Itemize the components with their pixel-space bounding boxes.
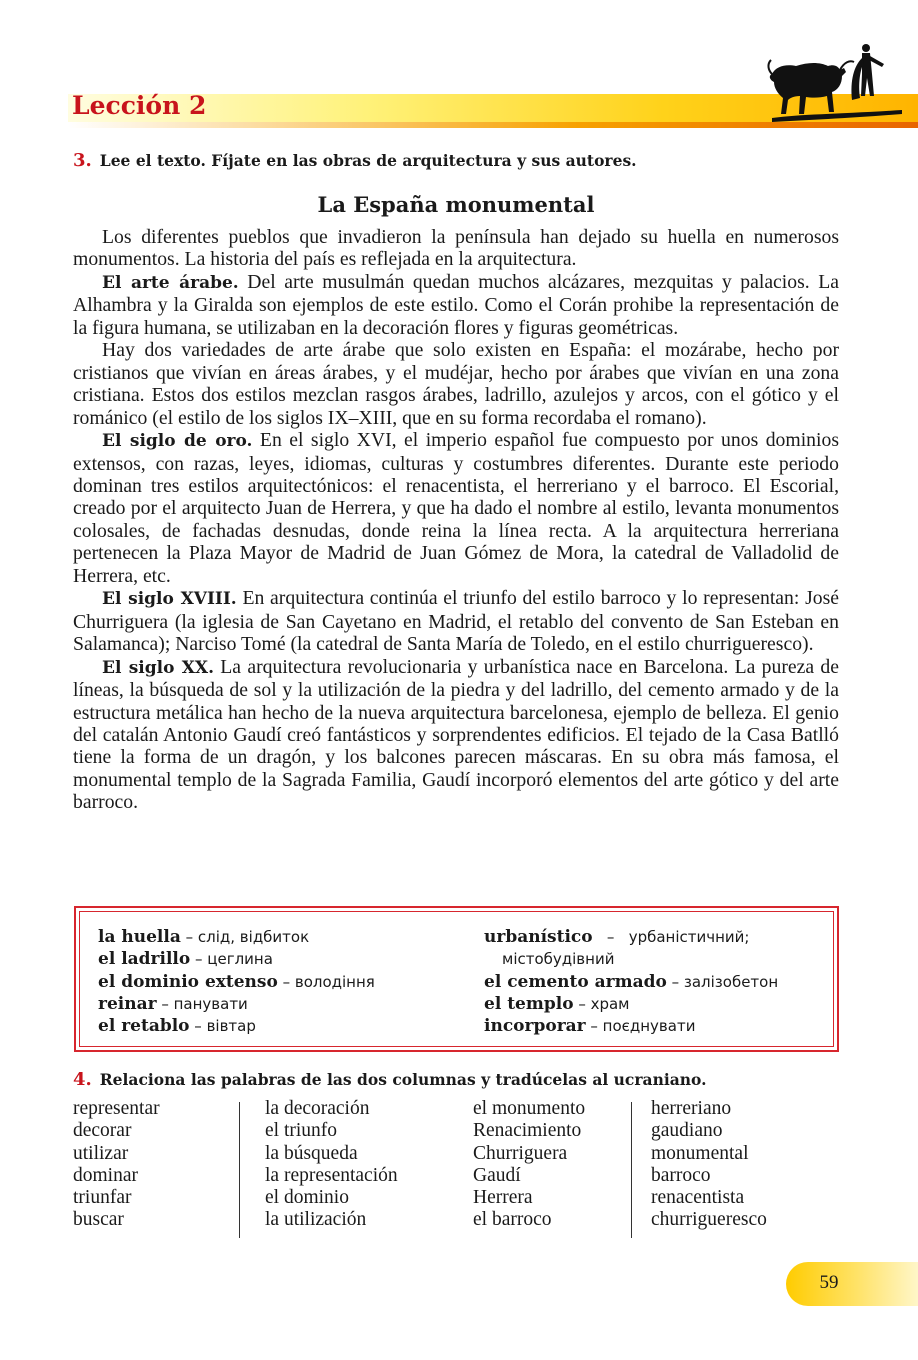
vocabulary-entry-continued <box>484 948 819 970</box>
vocabulary-entry <box>484 971 819 993</box>
matching-word: Churriguera <box>473 1142 568 1164</box>
paragraph-heading: El siglo de oro. <box>102 431 253 452</box>
vocabulary-entry <box>484 926 819 948</box>
vocabulary-entry <box>98 1015 458 1037</box>
vocabulary-term: urbanístico <box>484 927 593 947</box>
vocabulary-translation: – урбаністичний; <box>592 928 750 946</box>
paragraph-heading: El siglo XX. <box>102 657 214 678</box>
matching-word: dominar <box>73 1164 138 1186</box>
vocabulary-box <box>74 906 839 1052</box>
exercise-4-text: Relaciona las palabras de las dos columnas y tradúcelas al ucraniano. <box>99 1070 707 1089</box>
reading-paragraph <box>73 339 839 429</box>
matching-word: el triunfo <box>265 1120 338 1142</box>
matching-word: el monumento <box>473 1098 586 1119</box>
exercise-3-text: Lee el texto. Fíjate en las obras de arquitectura y sus autores. <box>99 151 637 170</box>
reading-paragraph <box>73 271 839 339</box>
vocabulary-term: el cemento armado <box>484 971 667 992</box>
matching-column-1 <box>73 1098 160 1232</box>
vocabulary-entry <box>484 1015 819 1037</box>
vocabulary-translation: – залізобетон <box>666 972 779 991</box>
matching-word: Gaudí <box>473 1164 521 1186</box>
matching-word: renacentista <box>651 1187 745 1209</box>
vocabulary-term: reinar <box>98 993 157 1014</box>
matching-word: monumental <box>651 1142 749 1164</box>
vocabulary-translation: – слід, відбиток <box>180 928 310 946</box>
vocabulary-column-right <box>484 926 819 1037</box>
vocabulary-term: incorporar <box>484 1016 586 1037</box>
matching-word: decorar <box>73 1120 132 1142</box>
vocabulary-entry <box>98 948 458 970</box>
paragraph-text: En el siglo XVI, el imperio español fue compuesto por unos dominios extensos, con razas, leyes, idiomas, culturas y costumbres diferentes. Durante este periodo dominan tres estilos arquitectónicos: el renacentista, el herreriano y el barroco. El Escorial, creado por el arquitecto Juan de Herrera, y que ha dado el nombre al estilo, levanta monumentos colosales, de fachadas desnudas, donde reina la línea recta. A la arquitectura herreriana pertenecen la Plaza Mayor de Madrid de Juan Gómez de Mora, la catedral de Valladolid de Herrera, etc. <box>73 429 839 587</box>
matching-column-3 <box>473 1098 585 1232</box>
vocabulary-entry <box>98 926 458 948</box>
vocabulary-translation: – поєднувати <box>585 1017 696 1036</box>
column-divider <box>631 1102 632 1238</box>
matching-column-2 <box>265 1098 398 1232</box>
paragraph-heading: El siglo XVIII. <box>102 589 237 610</box>
reading-paragraph <box>73 429 839 587</box>
reading-text <box>73 226 839 814</box>
matching-word: churrigueresco <box>651 1209 767 1231</box>
matching-word: el dominio <box>265 1187 349 1209</box>
vocabulary-entry <box>484 993 819 1015</box>
exercise-3-instruction <box>73 150 637 171</box>
matching-word: Herrera <box>473 1187 533 1209</box>
vocabulary-translation: – володіння <box>277 972 375 991</box>
page-number: 59 <box>819 1272 839 1293</box>
paragraph-text: Los diferentes pueblos que invadieron la península han dejado su huella en numerosos monumentos. La historia del país es reflejada en la arquitectura. <box>73 226 839 271</box>
vocabulary-term: la huella <box>98 927 181 947</box>
matching-word: la búsqueda <box>265 1142 358 1164</box>
matching-word: representar <box>73 1098 160 1119</box>
reading-title: La España monumental <box>317 192 595 217</box>
reading-paragraph <box>73 226 839 271</box>
paragraph-heading: El arte árabe. <box>102 272 239 293</box>
vocabulary-entry <box>98 971 458 993</box>
vocabulary-translation: – храм <box>573 994 630 1013</box>
paragraph-text: La arquitectura revolucionaria y urbanística nace en Barcelona. La pureza de líneas, la búsqueda de sol y la utilización de la piedra y del ladrillo, del cemento armado y de la estructura metálica han hecho de la nueva arquitectura barcelonesa, ejemplo de belleza. El genio del catalán Antonio Gaudí creó fantásticos y sorprendentes edificios. El tejado de la Casa Batlló tiene la forma de un dragón, y los balcones parecen máscaras. En su obra más famosa, el monumental templo de la Sagrada Familia, Gaudí incorporó elementos del arte gótico y del arte barroco. <box>73 655 839 814</box>
matching-word: la decoración <box>265 1098 370 1119</box>
vocabulary-column-left <box>98 926 458 1037</box>
vocabulary-inner-frame <box>79 911 834 1047</box>
vocabulary-translation: містобудівний <box>502 950 615 969</box>
matching-word: gaudiano <box>651 1120 723 1142</box>
exercise-4-number: 4. <box>73 1069 92 1090</box>
bullfighter-icon <box>762 40 912 132</box>
reading-paragraph <box>73 656 839 814</box>
matching-word: la utilización <box>265 1209 367 1231</box>
vocabulary-term: el templo <box>484 993 574 1014</box>
matching-word: el barroco <box>473 1209 552 1231</box>
vocabulary-entry <box>98 993 458 1015</box>
matching-column-4 <box>651 1098 767 1232</box>
reading-paragraph <box>73 587 839 655</box>
matching-word: buscar <box>73 1209 124 1231</box>
exercise-3-number: 3. <box>73 150 92 171</box>
vocabulary-term: el ladrillo <box>98 949 191 970</box>
matching-word: triunfar <box>73 1187 132 1209</box>
lesson-title: Lección 2 <box>72 91 207 120</box>
matching-word: Renacimiento <box>473 1120 582 1142</box>
vocabulary-term: el dominio extenso <box>98 971 278 992</box>
paragraph-text: Hay dos variedades de arte árabe que solo existen en España: el mozárabe, hecho por cristianos que vivían en áreas árabes, y el mudéjar, hecho por árabes que vivían en una zona cristiana. Estos dos estilos mezclan rasgos árabes, ladrillo, azulejos y arcos, con el gótico y el románico (el estilo de los siglos IX–XIII, que en su forma recordaba el romano). <box>73 339 839 429</box>
paragraph-text: En arquitectura continúa el triunfo del estilo barroco y lo representan: José Churriguera (la iglesia de San Cayetano en Madrid, el retablo del convento de San Esteban en Salamanca); Narciso Tomé (la catedral de Santa María de Toledo, en el estilo churrigueresco). <box>73 587 839 656</box>
matching-word: herreriano <box>651 1098 732 1119</box>
exercise-4-instruction <box>73 1069 707 1090</box>
matching-word: barroco <box>651 1164 711 1186</box>
vocabulary-term: el retablo <box>98 1016 190 1037</box>
matching-word: utilizar <box>73 1142 129 1164</box>
paragraph-text: Del arte musulmán quedan muchos alcázares, mezquitas y palacios. La Alhambra y la Giralda son ejemplos de este estilo. Como el Corán prohibe la representación de la figura humana, se utilizaban en la decoración flores y figuras geométricas. <box>73 270 839 339</box>
matching-word: la representación <box>265 1164 398 1186</box>
column-divider <box>239 1102 240 1238</box>
vocabulary-translation: – панувати <box>156 994 248 1013</box>
vocabulary-translation: – вівтар <box>189 1017 256 1036</box>
vocabulary-translation: – цеглина <box>190 950 273 969</box>
